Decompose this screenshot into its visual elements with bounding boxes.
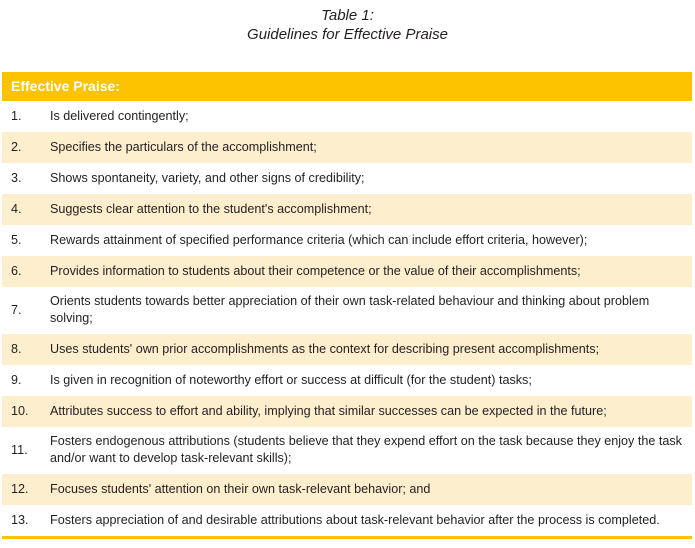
table-row: [2, 365, 692, 396]
table-row: [2, 225, 692, 256]
table-row: [2, 132, 692, 163]
row-number: 2.: [11, 139, 22, 154]
row-number: 4.: [11, 201, 22, 216]
table-number: Table 1:: [321, 7, 374, 24]
row-text: Fosters endogenous attributions (students believe that they expend effort on the task because they enjoy the task and/or want to develop task-relevant skills);: [50, 434, 682, 465]
row-text: Shows spontaneity, variety, and other signs of credibility;: [50, 170, 365, 185]
table-title: Guidelines for Effective Praise: [247, 26, 448, 43]
row-number: 13.: [11, 512, 29, 527]
row-number: 6.: [11, 263, 22, 278]
table-row: [2, 505, 692, 536]
row-number: 11.: [11, 442, 28, 457]
row-number: 3.: [11, 170, 22, 185]
row-text: Suggests clear attention to the student's accomplishment;: [50, 201, 372, 216]
table-row: [2, 163, 692, 194]
row-text: Focuses students' attention on their own task-relevant behavior; and: [50, 481, 431, 496]
row-number: 10.: [11, 403, 29, 418]
row-text: Is given in recognition of noteworthy effort or success at difficult (for the student) tasks;: [50, 372, 532, 387]
row-number: 5.: [11, 232, 22, 247]
table-caption: [0, 6, 695, 44]
table-header: Effective Praise:: [2, 72, 692, 101]
table-row: [2, 396, 692, 427]
praise-guidelines-table: [2, 72, 692, 539]
table-row: [2, 334, 692, 365]
row-text: Uses students' own prior accomplishments as the context for describing present accomplishments;: [50, 341, 600, 356]
row-text: Is delivered contingently;: [50, 108, 189, 123]
row-text: Specifies the particulars of the accomplishment;: [50, 139, 317, 154]
row-number: 1.: [11, 108, 22, 123]
table-row: [2, 287, 692, 334]
table-row: [2, 474, 692, 505]
row-text: Fosters appreciation of and desirable attributions about task-relevant behavior after the process is completed.: [50, 512, 660, 527]
row-text: Orients students towards better appreciation of their own task-related behaviour and thinking about problem solving;: [50, 294, 650, 325]
row-number: 8.: [11, 341, 22, 356]
row-text: Rewards attainment of specified performance criteria (which can include effort criteria, however);: [50, 232, 588, 247]
table-row: [2, 256, 692, 287]
row-number: 12.: [11, 481, 29, 496]
table-row: [2, 427, 692, 474]
table-row: [2, 194, 692, 225]
row-number: 9.: [11, 372, 22, 387]
row-text: Provides information to students about their competence or the value of their accomplishments;: [50, 263, 581, 278]
row-number: 7.: [11, 302, 22, 317]
table-row: [2, 101, 692, 132]
row-text: Attributes success to effort and ability, implying that similar successes can be expected in the future;: [50, 403, 607, 418]
